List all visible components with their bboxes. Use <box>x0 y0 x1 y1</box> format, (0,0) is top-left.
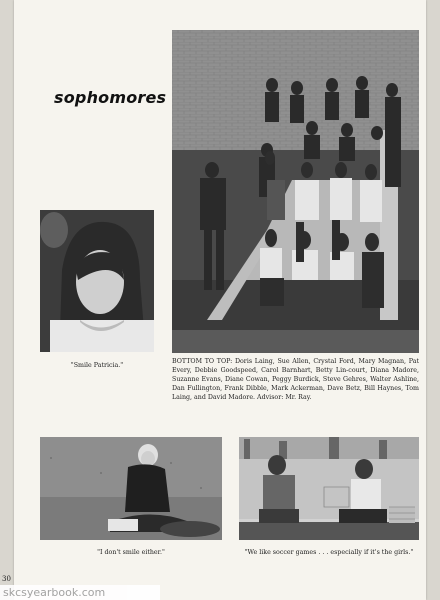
sitting-caption: "I don't smile either." <box>97 549 165 556</box>
watermark: skcsyearbook.com <box>0 585 160 600</box>
girl-sitting-photo <box>40 437 222 540</box>
portrait-photo <box>40 210 154 352</box>
yearbook-page <box>14 0 426 600</box>
soccer-spectators-photo <box>239 437 419 540</box>
page-number: 30 <box>2 575 11 583</box>
group-caption: BOTTOM TO TOP: Doris Laing, Sue Allen, Crystal Ford, Mary Magnan, Pat Every, Debbie Goodspeed, Carol Barnhart, Betty Lin-court, Diana Madore, Suzanne Evans, Diane Cowan, Peggy Burdick, Steve Gehres, Walter Ashline, Dan Fullington, Frank Dibble, Mark Ackerman, Dave Betz, Bill Haynes, Tom Laing, and David Madore. Advisor: Mr. Ray. <box>172 358 419 401</box>
group-photo <box>172 30 419 353</box>
soccer-caption: "We like soccer games . . . especially if it's the girls." <box>244 549 414 556</box>
portrait-caption: "Smile Patricia." <box>70 362 124 369</box>
section-heading: sophomores <box>54 88 167 107</box>
